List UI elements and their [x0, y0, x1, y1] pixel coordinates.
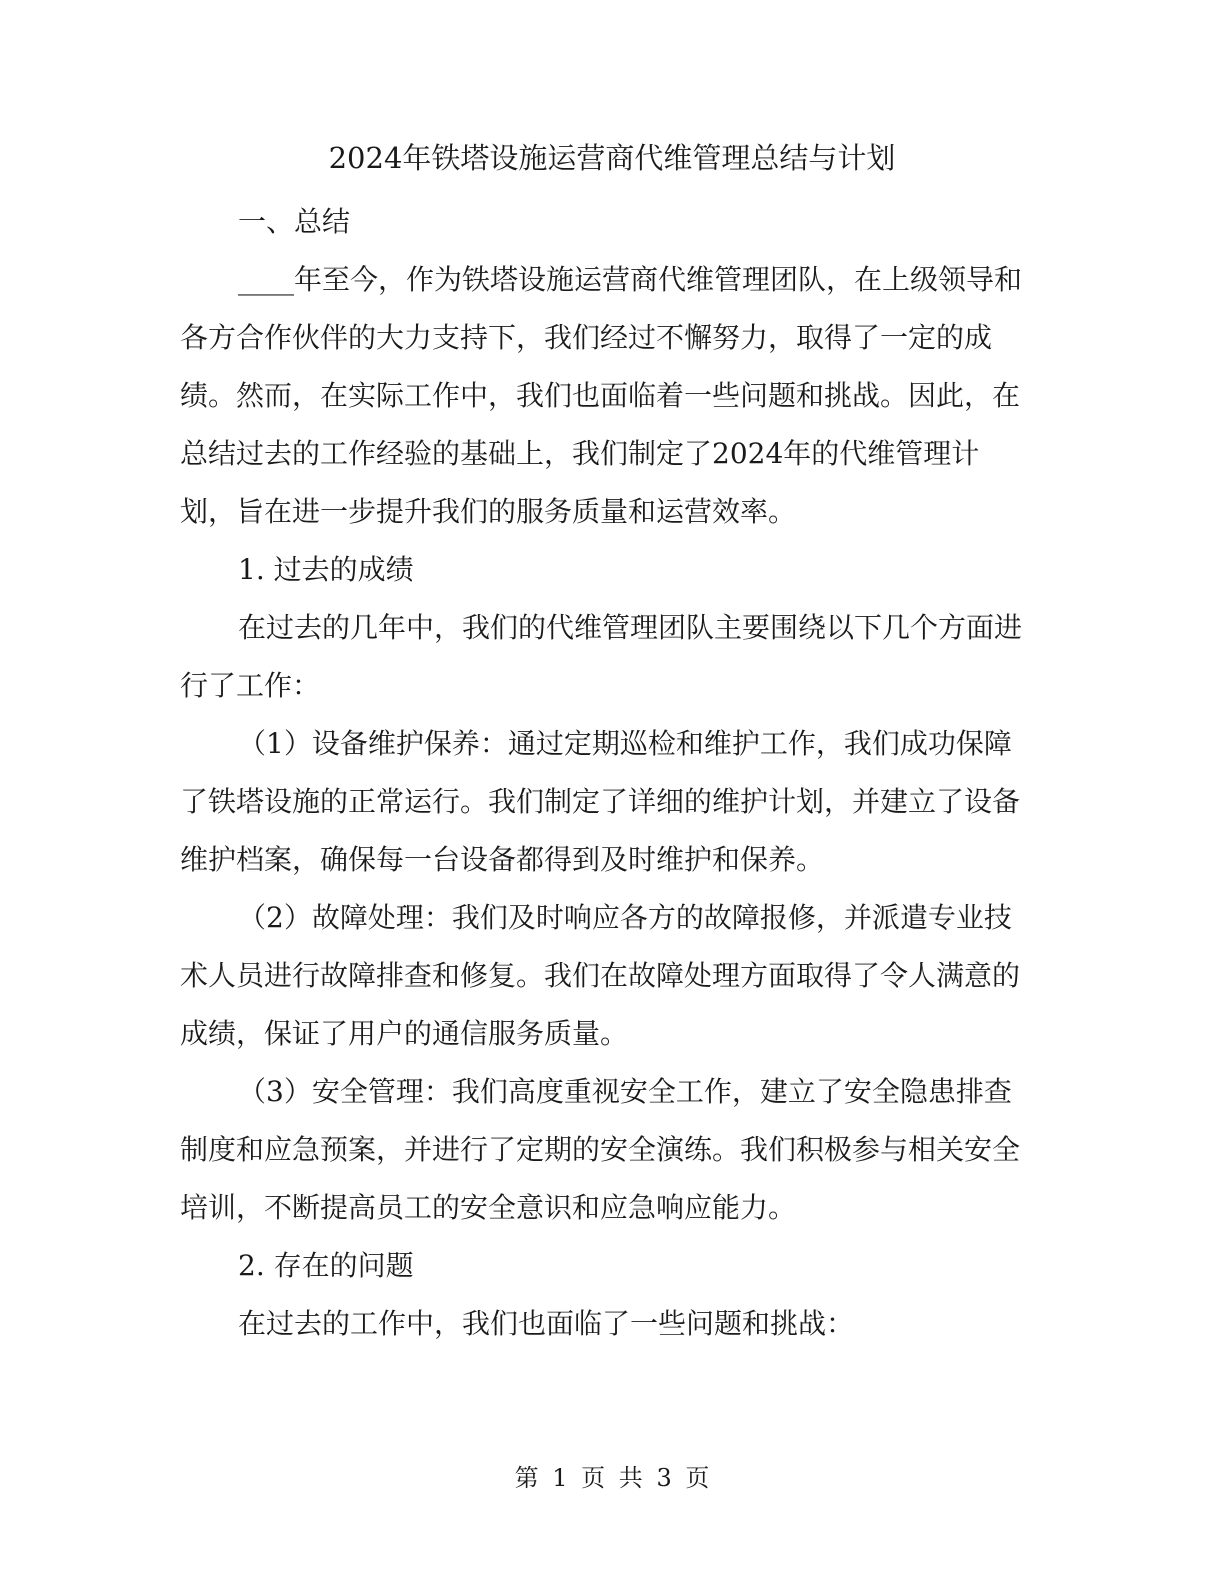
subheading-past-achievements: 1. 过去的成绩: [238, 553, 414, 586]
achievement-item-fault-handling: （2）故障处理：我们及时响应各方的故障报修，并派遣专业技术人员进行故障排查和修复。我们在故障处理方面取得了令人满意的成绩，保证了用户的通信服务质量。: [180, 901, 1021, 1050]
problems-intro-paragraph: 在过去的工作中，我们也面临了一些问题和挑战：: [238, 1307, 855, 1340]
achievements-intro-paragraph: 在过去的几年中，我们的代维管理团队主要围绕以下几个方面进行了工作：: [180, 611, 1023, 702]
achievement-item-maintenance: （1）设备维护保养：通过定期巡检和维护工作，我们成功保障了铁塔设施的正常运行。我们制定了详细的维护计划，并建立了设备维护档案，确保每一台设备都得到及时维护和保养。: [180, 727, 1021, 876]
page-number-footer: 第 1 页 共 3 页: [514, 1464, 710, 1492]
document-title: 2024年铁塔设施运营商代维管理总结与计划: [328, 141, 896, 175]
intro-paragraph: ____年至今，作为铁塔设施运营商代维管理团队，在上级领导和各方合作伙伴的大力支持下，我们经过不懈努力，取得了一定的成绩。然而，在实际工作中，我们也面临着一些问题和挑战。因此，在总结过去的工作经验的基础上，我们制定了2024年的代维管理计划，旨在进一步提升我们的服务质量和运营效率。: [180, 263, 1023, 528]
section-heading-summary: 一、总结: [238, 205, 351, 238]
subheading-existing-problems: 2. 存在的问题: [238, 1249, 414, 1282]
achievement-item-safety: （3）安全管理：我们高度重视安全工作，建立了安全隐患排查制度和应急预案，并进行了定期的安全演练。我们积极参与相关安全培训，不断提高员工的安全意识和应急响应能力。: [180, 1075, 1021, 1224]
